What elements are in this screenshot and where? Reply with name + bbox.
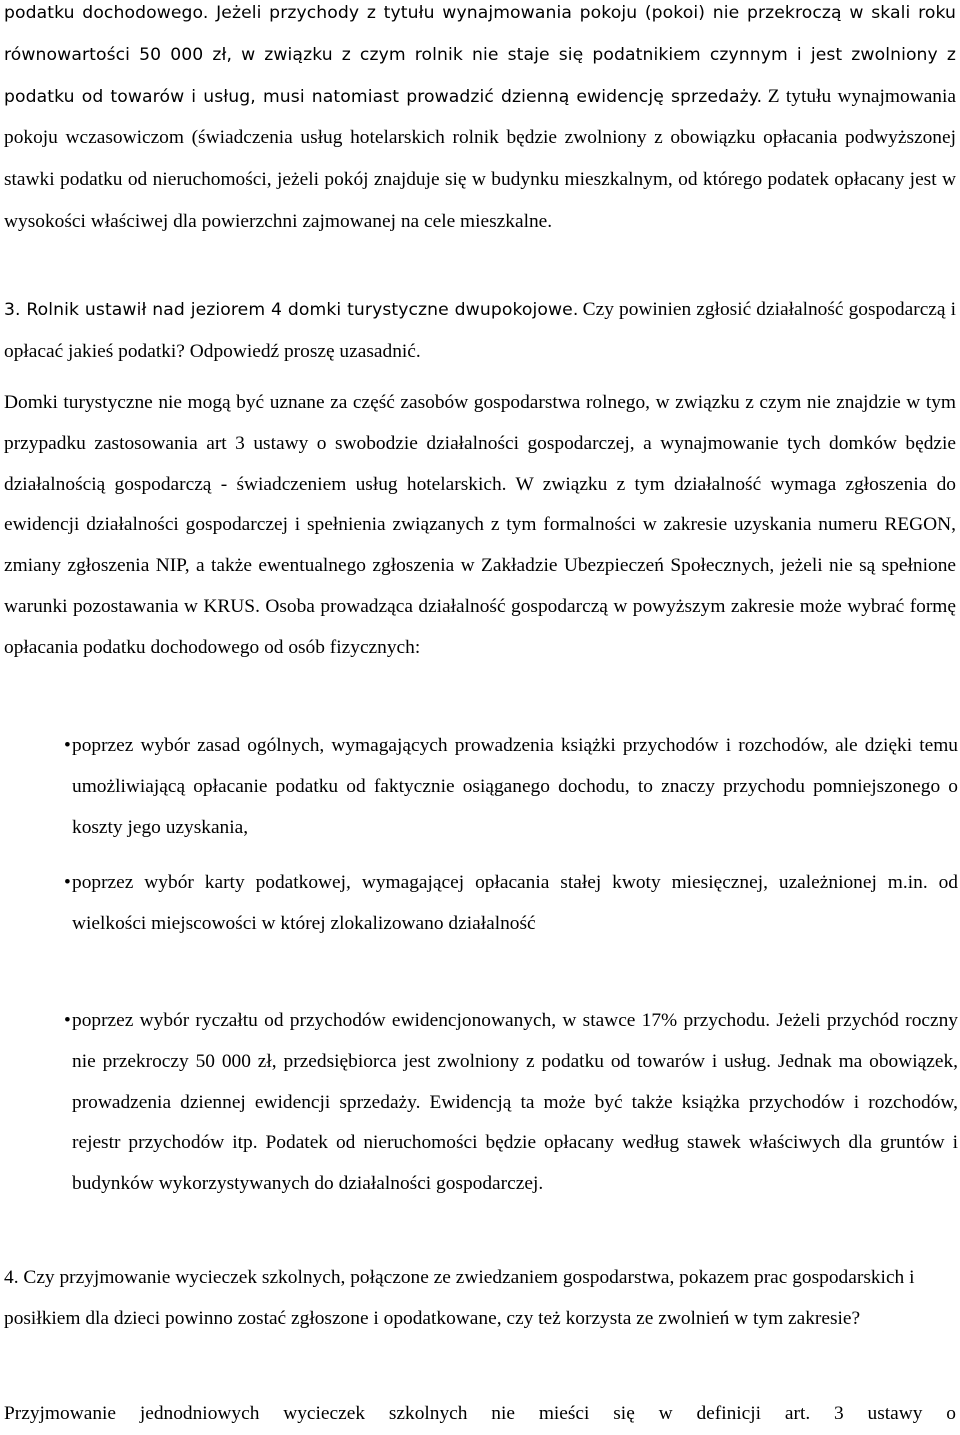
- bullet-text: poprzez wybór karty podatkowej, wymagającej opłacania stałej kwoty miesięcznej, uzależnionej m.in. od wielkości miejscowości w której zlokalizowano działalność: [72, 872, 958, 934]
- question-3: [4, 290, 956, 374]
- bullet-item-general-rules: [64, 726, 958, 848]
- bullet-marker: •: [64, 872, 71, 893]
- answer-3: Domki turystyczne nie mogą być uznane za część zasobów gospodarstwa rolnego, w związku z czym nie znajdzie w tym przypadku zastosowania art 3 ustawy o swobodzie działalności gospodarczej, a wynajmowanie tych domków będzie działalnością gospodarczą - świadczeniem usług hotelarskich. W związku z tym działalność wymaga zgłoszenia do ewidencji działalności gospodarczej i spełnienia związanych z tym formalności w zakresie uzyskania numeru REGON, zmiany zgłoszenia NIP, a także ewentualnego zgłoszenia w Zakładzie Ubezpieczeń Społecznych, jeżeli nie są spełnione warunki pozostawania w KRUS. Osoba prowadząca działalność gospodarczą w powyższym zakresie może wybrać formę opłacania podatku dochodowego od osób fizycznych:: [4, 392, 956, 658]
- answer-4-start: Przyjmowanie jednodniowych wycieczek szkolnych nie mieści się w definicji art. 3 ustawy o: [4, 1403, 956, 1424]
- question-3-part-b: Czy powinien zgłosić działalność gospodarczą i opłacać jakieś podatki? Odpowiedź proszę uzasadnić.: [4, 299, 956, 362]
- question-3-part-a: 3. Rolnik ustawił nad jeziorem 4 domki turystyczne dwupokojowe.: [4, 300, 579, 320]
- question-4: 4. Czy przyjmowanie wycieczek szkolnych, połączone ze zwiedzaniem gospodarstwa, pokazem prac gospodarskich i posiłkiem dla dzieci powinno zostać zgłoszone i opodatkowane, czy też korzysta ze zwolnień w tym zakresie?: [4, 1267, 915, 1329]
- bullet-text: poprzez wybór zasad ogólnych, wymagających prowadzenia książki przychodów i rozchodów, ale dzięki temu umożliwiającą opłacanie podatku od faktycznie osiąganego dochodu, to znaczy przychodu pomniejszonego o koszty jego uzyskania,: [72, 735, 958, 838]
- paragraph-1-part-b: Z tytułu wynajmowania pokoju wczasowiczom (świadczenia usług hotelarskich rolnik będzie zwolniony z obowiązku opłacania podwyższonej stawki podatku od nieruchomości, jeżeli pokój znajduje się w budynku mieszkalnym, od którego podatek opłacany jest w wysokości właściwej dla powierzchni zajmowanej na cele mieszkalne.: [4, 85, 956, 232]
- paragraph-1-part-a: podatku dochodowego. Jeżeli przychody z tytułu wynajmowania pokoju (pokoi) nie przekroczą w skali roku równowartości 50 000 zł, w związku z czym rolnik nie staje się podatnikiem czynnym i jest zwolniony z podatku od towarów i usług, musi natomiast prowadzić dzienną ewidencję sprzedaży.: [4, 3, 956, 107]
- bullet-marker: •: [64, 1010, 71, 1031]
- bullet-item-lump-sum: [64, 1001, 958, 1205]
- paragraph-1: [4, 0, 956, 244]
- bullet-marker: •: [64, 735, 71, 756]
- bullet-item-tax-card: [64, 863, 958, 945]
- bullet-text: poprzez wybór ryczałtu od przychodów ewidencjonowanych, w stawce 17% przychodu. Jeżeli przychód roczny nie przekroczy 50 000 zł, przedsiębiorca jest zwolniony z podatku od towarów i usług. Jednak ma obowiązek, prowadzenia dziennej ewidencji sprzedaży. Ewidencją ta może być także książka przychodów i rozchodów, rejestr przychodów itp. Podatek od nieruchomości będzie opłacany według stawek właściwych dla gruntów i budynków wykorzystywanych do działalności gospodarczej.: [72, 1010, 958, 1195]
